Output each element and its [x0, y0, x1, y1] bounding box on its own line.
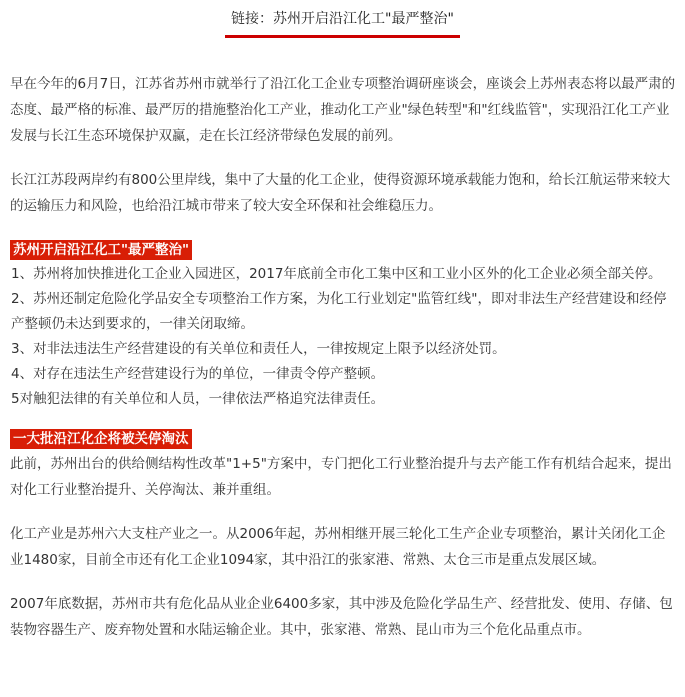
article-body: [10, 71, 678, 643]
list-item: 3、对非法违法生产经营建设的有关单位和责任人，一律按规定上限予以经济处罚。: [11, 341, 506, 357]
list-item: 4、对存在违法生产经营建设行为的单位，一律责令停产整顿。: [11, 366, 385, 382]
list-item: 1、苏州将加快推进化工企业入园进区，2017年底前全市化工集中区和工业小区外的化工企业必须全部关停。: [11, 266, 662, 282]
intro-paragraph-2: 长江江苏段两岸约有800公里岸线，集中了大量的化工企业，使得资源环境承载能力饱和，给长江航运带来较大的运输压力和风险，也给沿江城市带来了较大安全环保和社会维稳压力。: [10, 172, 671, 214]
section-2: [10, 426, 678, 643]
intro-paragraph-1: 早在今年的6月7日，江苏省苏州市就举行了沿江化工企业专项整治调研座谈会，座谈会上苏州表态将以最严肃的态度、最严格的标准、最严厉的措施整治化工产业，推动化工产业"绿色转型"和"红线监管"，实现沿江化工产业发展与长江生态环境保护双赢，走在长江经济带绿色发展的前列。: [10, 76, 676, 144]
header-title: 链接：苏州开启沿江化工"最严整治": [225, 9, 460, 38]
list-item: 5对触犯法律的有关单位和人员，一律依法严格追究法律责任。: [11, 391, 385, 407]
section-2-heading: 一大批沿江化企将被关停淘汰: [10, 429, 192, 449]
article-header: [0, 8, 685, 38]
section-1: [10, 237, 678, 412]
section-2-paragraph-1: 此前，苏州出台的供给侧结构性改革"1+5"方案中，专门把化工行业整治提升与去产能工作有机结合起来，提出对化工行业整治提升、关停淘汰、兼并重组。: [10, 456, 672, 498]
section-1-heading: 苏州开启沿江化工"最严整治": [10, 240, 192, 260]
list-item: 2、苏州还制定危险化学品安全专项整治工作方案，为化工行业划定"监管红线"，即对非法生产经营建设和经停产整顿仍未达到要求的，一律关闭取缔。: [11, 291, 667, 332]
section-2-paragraph-3: 2007年底数据，苏州市共有危化品从业企业6400多家，其中涉及危险化学品生产、经营批发、使用、存储、包装物容器生产、废弃物处置和水陆运输企业。其中，张家港、常熟、昆山市为三个危化品重点市。: [10, 596, 673, 638]
section-2-paragraph-2: 化工产业是苏州六大支柱产业之一。从2006年起，苏州相继开展三轮化工生产企业专项整治，累计关闭化工企业1480家，目前全市还有化工企业1094家，其中沿江的张家港、常熟、太仓三市是重点发展区域。: [10, 526, 666, 568]
